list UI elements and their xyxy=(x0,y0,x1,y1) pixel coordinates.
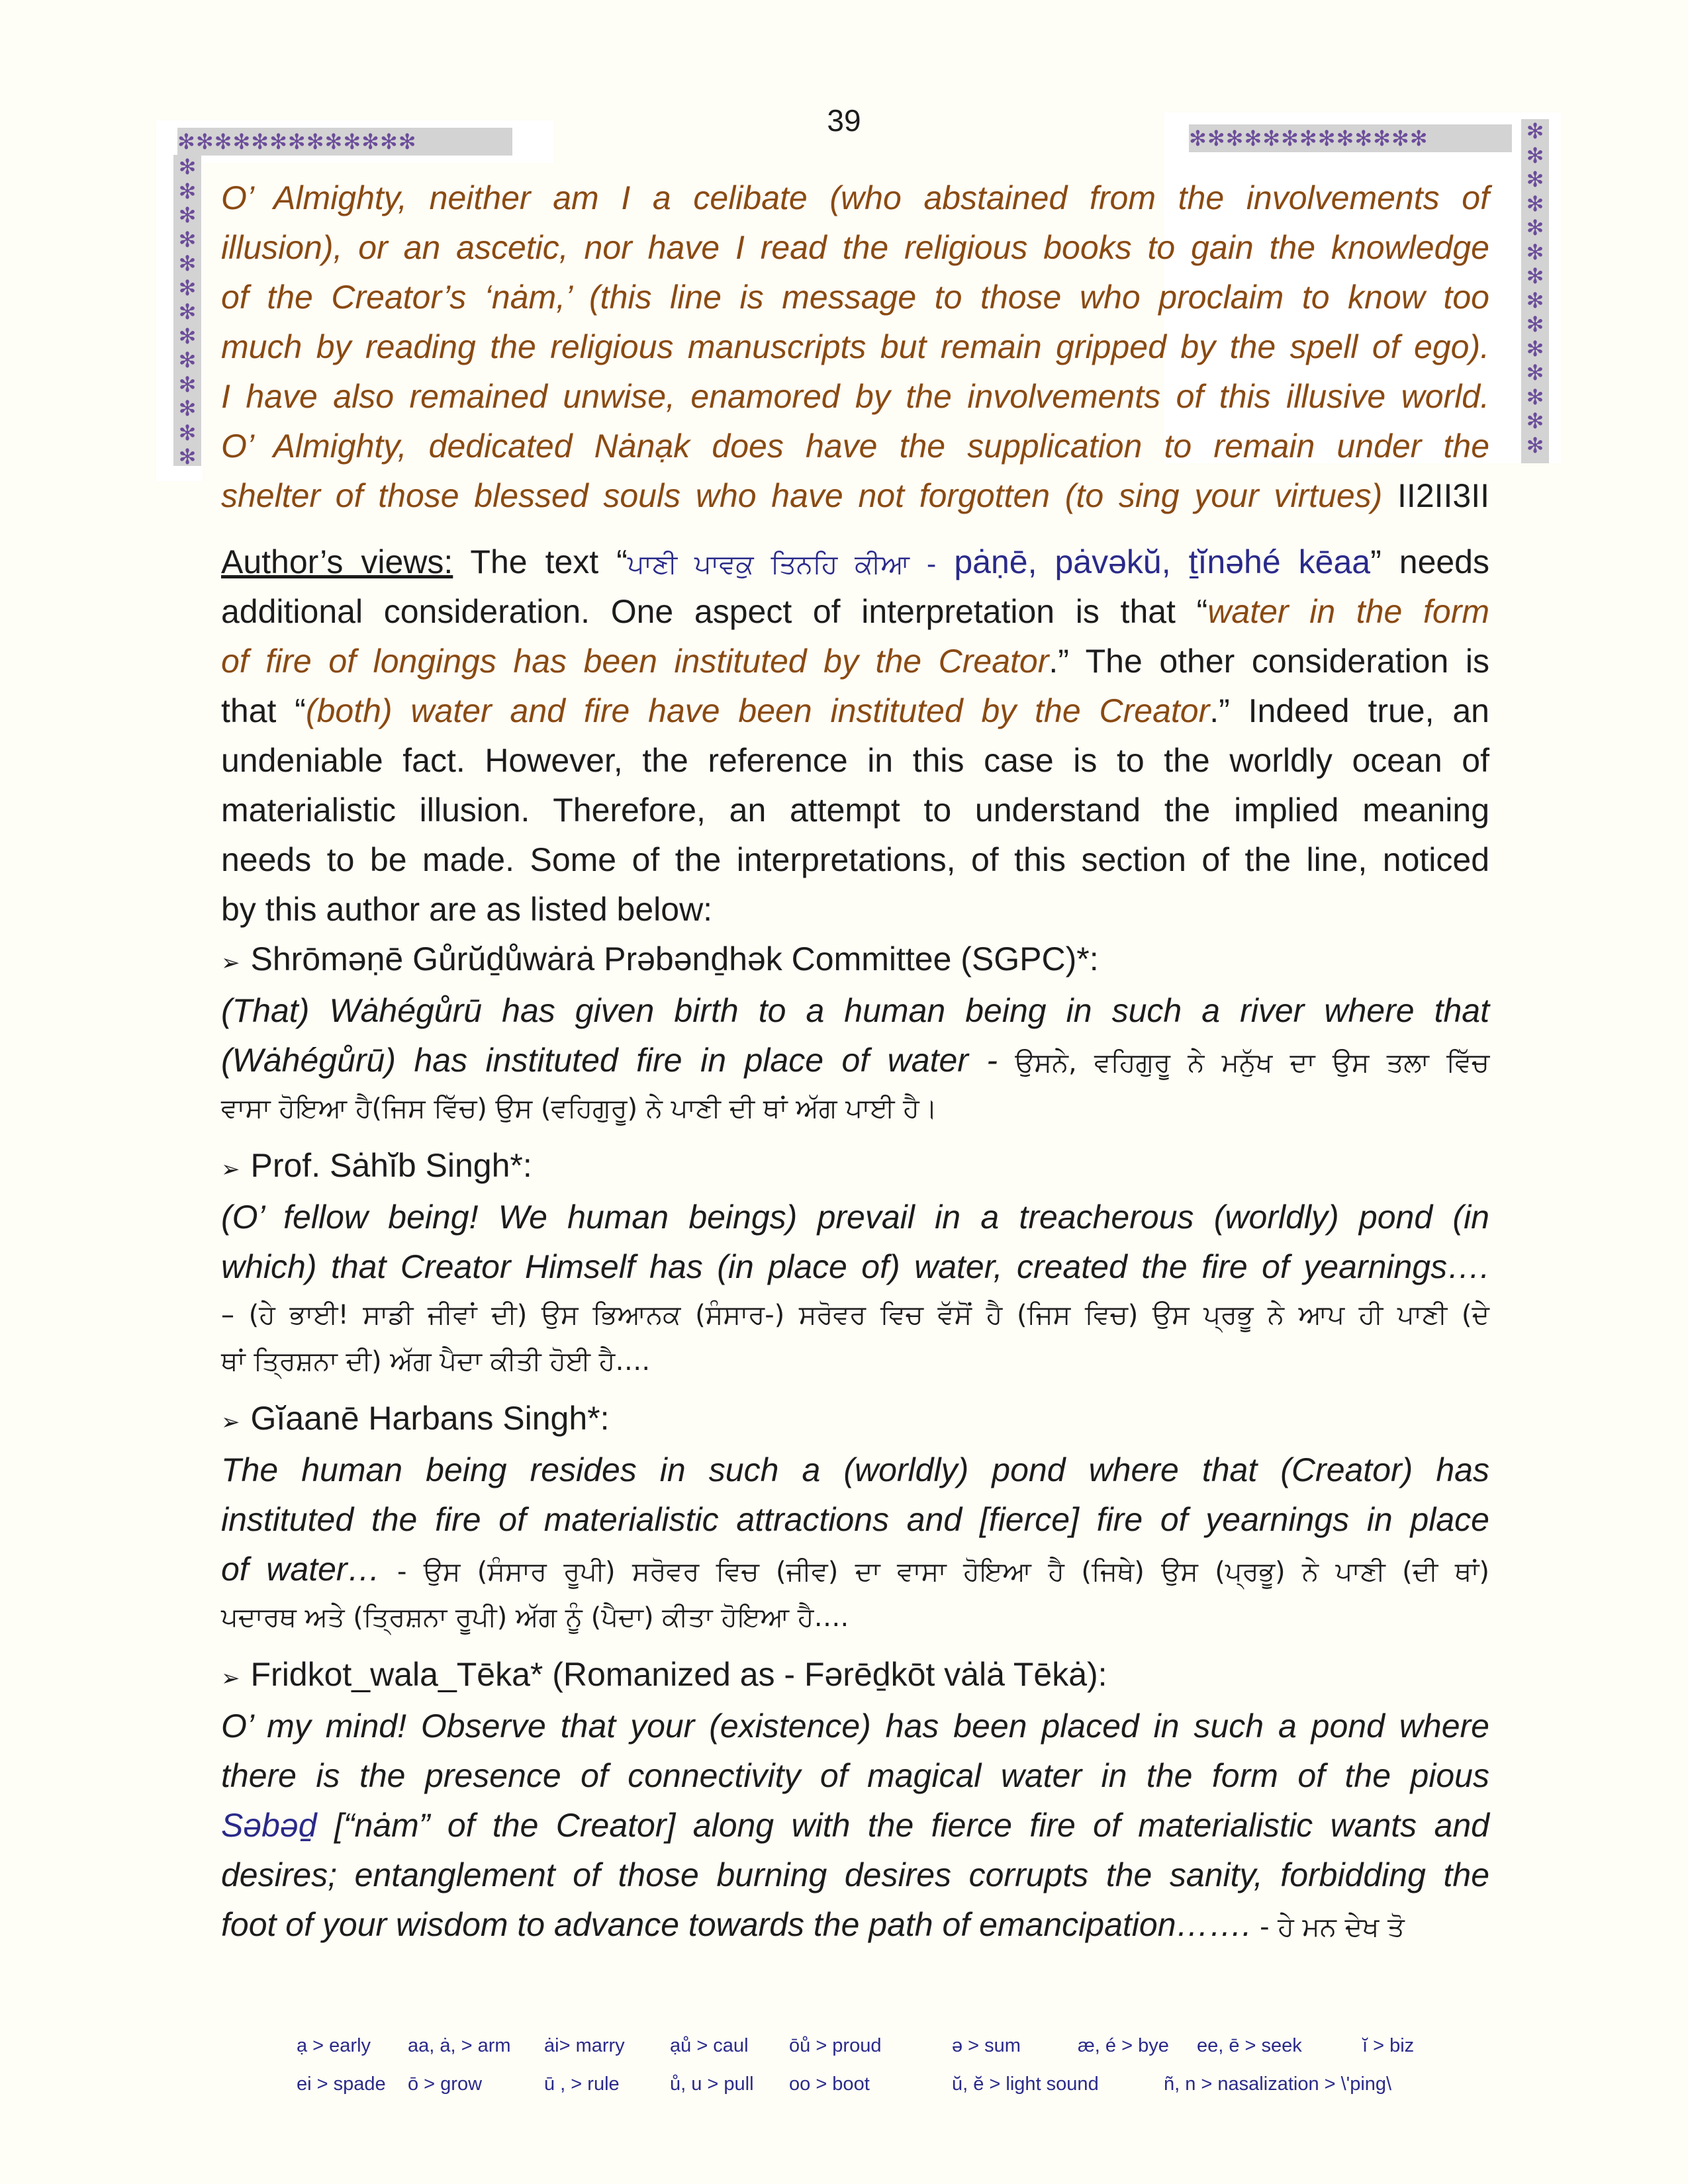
legend-entry: ō > grow xyxy=(408,2073,483,2095)
translation-quote xyxy=(221,173,1489,521)
body-line xyxy=(221,587,1489,637)
quote-last-text: shelter of those blessed souls who have not forgotten (to sing your virtues) xyxy=(221,477,1383,514)
legend-entry: ĭ > biz xyxy=(1362,2035,1415,2056)
authors-views-paragraph xyxy=(221,537,1489,934)
quote-line: of the Creator’s ‘nȧm,’ (this line is message to those who proclaim to know too xyxy=(221,279,1489,316)
gurmukhi-text: - ਉਸ (ਸੰਸਾਰ ਰੂਪੀ) ਸਰੋਵਰ ਵਿਚ (ਜੀਵ) ਦਾ ਵਾਸਾ ਹੋਇਆ ਹੈ (ਜਿਥੇ) ਉਸ (ਪ੍ਰਭੂ) ਨੇ ਪਾਣੀ (ਦੀ ਥਾਂ) xyxy=(380,1557,1490,1587)
gurmukhi-phrase: ਪਾਣੀ ਪਾਵਕੁ ਤਿਨਹਿ ਕੀਆ - xyxy=(627,549,937,580)
sahib-singh-interpretation xyxy=(221,1193,1489,1385)
authors-views-body xyxy=(221,537,1489,1950)
quote-line: much by reading the religious manuscripts but remain gripped by the spell of ego). xyxy=(221,328,1489,365)
body-line xyxy=(221,1036,1489,1085)
body-line: (That) Wȧhégůrū has given birth to a human being in such a river where that xyxy=(221,992,1489,1029)
page-number: 39 xyxy=(827,103,861,138)
italic-text: (Wȧhégůrū) has instituted fire in place of water - xyxy=(221,1042,998,1079)
legend-entry: ə > sum xyxy=(952,2035,1021,2056)
quote-line: I have also remained unwise, enamored by the involvements of this illusive world. xyxy=(221,378,1489,415)
legend-entry: ōů > proud xyxy=(789,2035,882,2056)
body-line: needs to be made. Some of the interpretations, of this section of the line, noticed xyxy=(221,841,1489,878)
quote-line: illusion), or an ascetic, nor have I read the religious books to gain the knowledge xyxy=(221,229,1489,266)
quote-line: O’ Almighty, neither am I a celibate (who abstained from the involvements of xyxy=(221,179,1489,216)
body-line: by this author are as listed below: xyxy=(221,891,713,928)
legend-entry: oo > boot xyxy=(789,2073,870,2095)
border-strip-top-right: ✻✻✻✻✻✻✻✻✻✻✻✻✻ xyxy=(1189,124,1512,152)
body-line: (O’ fellow being! We human beings) prevail in a treacherous (worldly) pond (in xyxy=(221,1199,1489,1236)
body-line: instituted the fire of materialistic attractions and [fierce] fire of yearnings in place xyxy=(221,1501,1489,1538)
legend-entry: ñ, n > nasalization > \'ping\ xyxy=(1164,2073,1392,2095)
body-line xyxy=(221,537,1489,587)
section-heading-text: Shrōməṇē Gůrŭḏůwȧrȧ Prəbənḏhək Committee (SGPC)*: xyxy=(250,940,1099,978)
legend-entry: ei > spade xyxy=(297,2073,386,2095)
authors-views-label: Author’s views: xyxy=(221,543,453,580)
harbans-singh-interpretation xyxy=(221,1445,1489,1641)
body-line: which) that Creator Himself has (in place of) water, created the fire of yearnings…. xyxy=(221,1248,1489,1285)
legend-entry: aa, ȧ, > arm xyxy=(408,2035,511,2056)
italic-text: [“nȧm” of the Creator] along with the fierce fire of materialistic wants and xyxy=(316,1807,1489,1844)
section-heading-text: Gĭaanē Harbans Singh*: xyxy=(250,1400,610,1437)
legend-row xyxy=(297,2065,1488,2103)
legend-entry: ạů > caul xyxy=(670,2035,749,2056)
italic-phrase: (both) water and fire have been instituted by the Creator xyxy=(305,692,1210,729)
quote-line-last xyxy=(221,471,1489,521)
arrow-bullet-icon: ➢ xyxy=(221,1666,240,1691)
section-heading-sgpc xyxy=(221,934,1489,986)
legend-entry: ee, ē > seek xyxy=(1197,2035,1302,2056)
fridkot-interpretation xyxy=(221,1702,1489,1950)
italic-phrase: of fire of longings has been instituted by the Creator xyxy=(221,643,1049,680)
body-line: The human being resides in such a (worldly) pond where that (Creator) has xyxy=(221,1451,1489,1488)
gurmukhi-line: ਵਾਸਾ ਹੋਇਆ ਹੈ(ਜਿਸ ਵਿੱਚ) ਉਸ (ਵਹਿਗੁਰੂ) ਨੇ ਪਾਣੀ ਦੀ ਥਾਂ ਅੱਗ ਪਾਈ ਹੈ। xyxy=(221,1093,937,1124)
body-line xyxy=(221,1801,1489,1850)
body-line: undeniable fact. However, the reference in this case is to the worldly ocean of xyxy=(221,742,1489,779)
section-heading-sahib-singh xyxy=(221,1141,1489,1193)
body-text: ” needs xyxy=(1370,543,1489,580)
gurmukhi-line: ਪਦਾਰਥ ਅਤੇ (ਤ੍ਰਿਸ਼ਨਾ ਰੂਪੀ) ਅੱਗ ਨੂੰ (ਪੈਦਾ) ਕੀਤਾ ਹੋਇਆ ਹੈ…. xyxy=(221,1602,849,1633)
gurmukhi-text: - ਹੇ ਮਨ ਦੇਖ ਤੋ xyxy=(1251,1912,1405,1942)
body-text: The text “ xyxy=(453,543,628,580)
legend-entry: ȧi> marry xyxy=(544,2035,625,2056)
body-line xyxy=(221,686,1489,736)
body-line: materialistic illusion. Therefore, an attempt to understand the implied meaning xyxy=(221,792,1489,829)
pronunciation-legend xyxy=(297,2026,1488,2103)
body-text: additional consideration. One aspect of interpretation is that “ xyxy=(221,593,1208,630)
gurmukhi-line: – (ਹੇ ਭਾਈ! ਸਾਡੀ ਜੀਵਾਂ ਦੀ) ਉਸ ਭਿਆਨਕ (ਸੰਸਾਰ-) ਸਰੋਵਰ ਵਿਚ ਵੱਸੋਂ ਹੈ (ਜਿਸ ਵਿਚ) ਉਸ ਪ੍ਰਭੂ ਨੇ ਆਪ ਹੀ ਪਾਣੀ (ਦੇ xyxy=(221,1300,1489,1330)
arrow-bullet-icon: ➢ xyxy=(221,1157,240,1182)
arrow-bullet-icon: ➢ xyxy=(221,1410,240,1435)
border-strip-right: ✻✻✻✻✻✻✻✻✻✻✻✻✻✻ xyxy=(1521,119,1549,463)
legend-row xyxy=(297,2026,1488,2065)
sgpc-interpretation xyxy=(221,986,1489,1132)
body-text: .” Indeed true, an xyxy=(1209,692,1489,729)
legend-entry: ŭ, ĕ > light sound xyxy=(952,2073,1099,2095)
body-text: .” The other consideration is xyxy=(1049,643,1489,680)
body-text: that “ xyxy=(221,692,306,729)
romanized-phrase: pȧṇē, pȧvəkŭ, ṯĭnəhé kēaa xyxy=(936,543,1371,580)
gurmukhi-line: ਥਾਂ ਤ੍ਰਿਸ਼ਨਾ ਦੀ) ਅੱਗ ਪੈਦਾ ਕੀਤੀ ਹੋਈ ਹੈ…. xyxy=(221,1346,651,1377)
body-line xyxy=(221,1900,1489,1950)
quote-line: O’ Almighty, dedicated Nȧnạk does have the supplication to remain under the xyxy=(221,428,1489,465)
italic-phrase: water in the form xyxy=(1207,593,1489,630)
legend-entry: ů, u > pull xyxy=(670,2073,754,2095)
body-line: O’ my mind! Observe that your (existence) has been placed in such a pond where xyxy=(221,1707,1489,1745)
section-heading-text: Fridkot_wala_Tēka* (Romanized as - Fərēḏkōt vȧlȧ Tēkȧ): xyxy=(250,1656,1107,1693)
italic-text: foot of your wisdom to advance towards the path of emancipation……. xyxy=(221,1906,1252,1943)
border-strip-left: ✻✻✻✻✻✻✻✻✻✻✻✻✻ xyxy=(173,155,201,466)
sabad-term: Səbəḏ xyxy=(221,1807,317,1844)
arrow-bullet-icon: ➢ xyxy=(221,950,240,976)
section-heading-fridkot xyxy=(221,1650,1489,1702)
body-line: desires; entanglement of those burning desires corrupts the sanity, forbidding the xyxy=(221,1856,1489,1893)
section-heading-harbans-singh xyxy=(221,1394,1489,1445)
body-line: there is the presence of connectivity of magical water in the form of the pious xyxy=(221,1757,1489,1794)
gurmukhi-text: ਉਸਨੇ, ਵਹਿਗੁਰੂ ਨੇ ਮਨੁੱਖ ਦਾ ਉਸ ਤਲਾ ਵਿੱਚ xyxy=(998,1048,1489,1078)
legend-entry: ū , > rule xyxy=(544,2073,620,2095)
border-strip-top-left: ✻✻✻✻✻✻✻✻✻✻✻✻✻ xyxy=(177,128,512,156)
body-line xyxy=(221,1545,1489,1594)
section-heading-text: Prof. Sȧhĭb Singh*: xyxy=(250,1147,532,1184)
legend-entry: ạ > early xyxy=(297,2035,371,2056)
body-line xyxy=(221,637,1489,686)
verse-number: II2II3II xyxy=(1397,477,1489,514)
italic-text: of water… xyxy=(221,1551,381,1588)
legend-entry: æ, é > bye xyxy=(1078,2035,1169,2056)
